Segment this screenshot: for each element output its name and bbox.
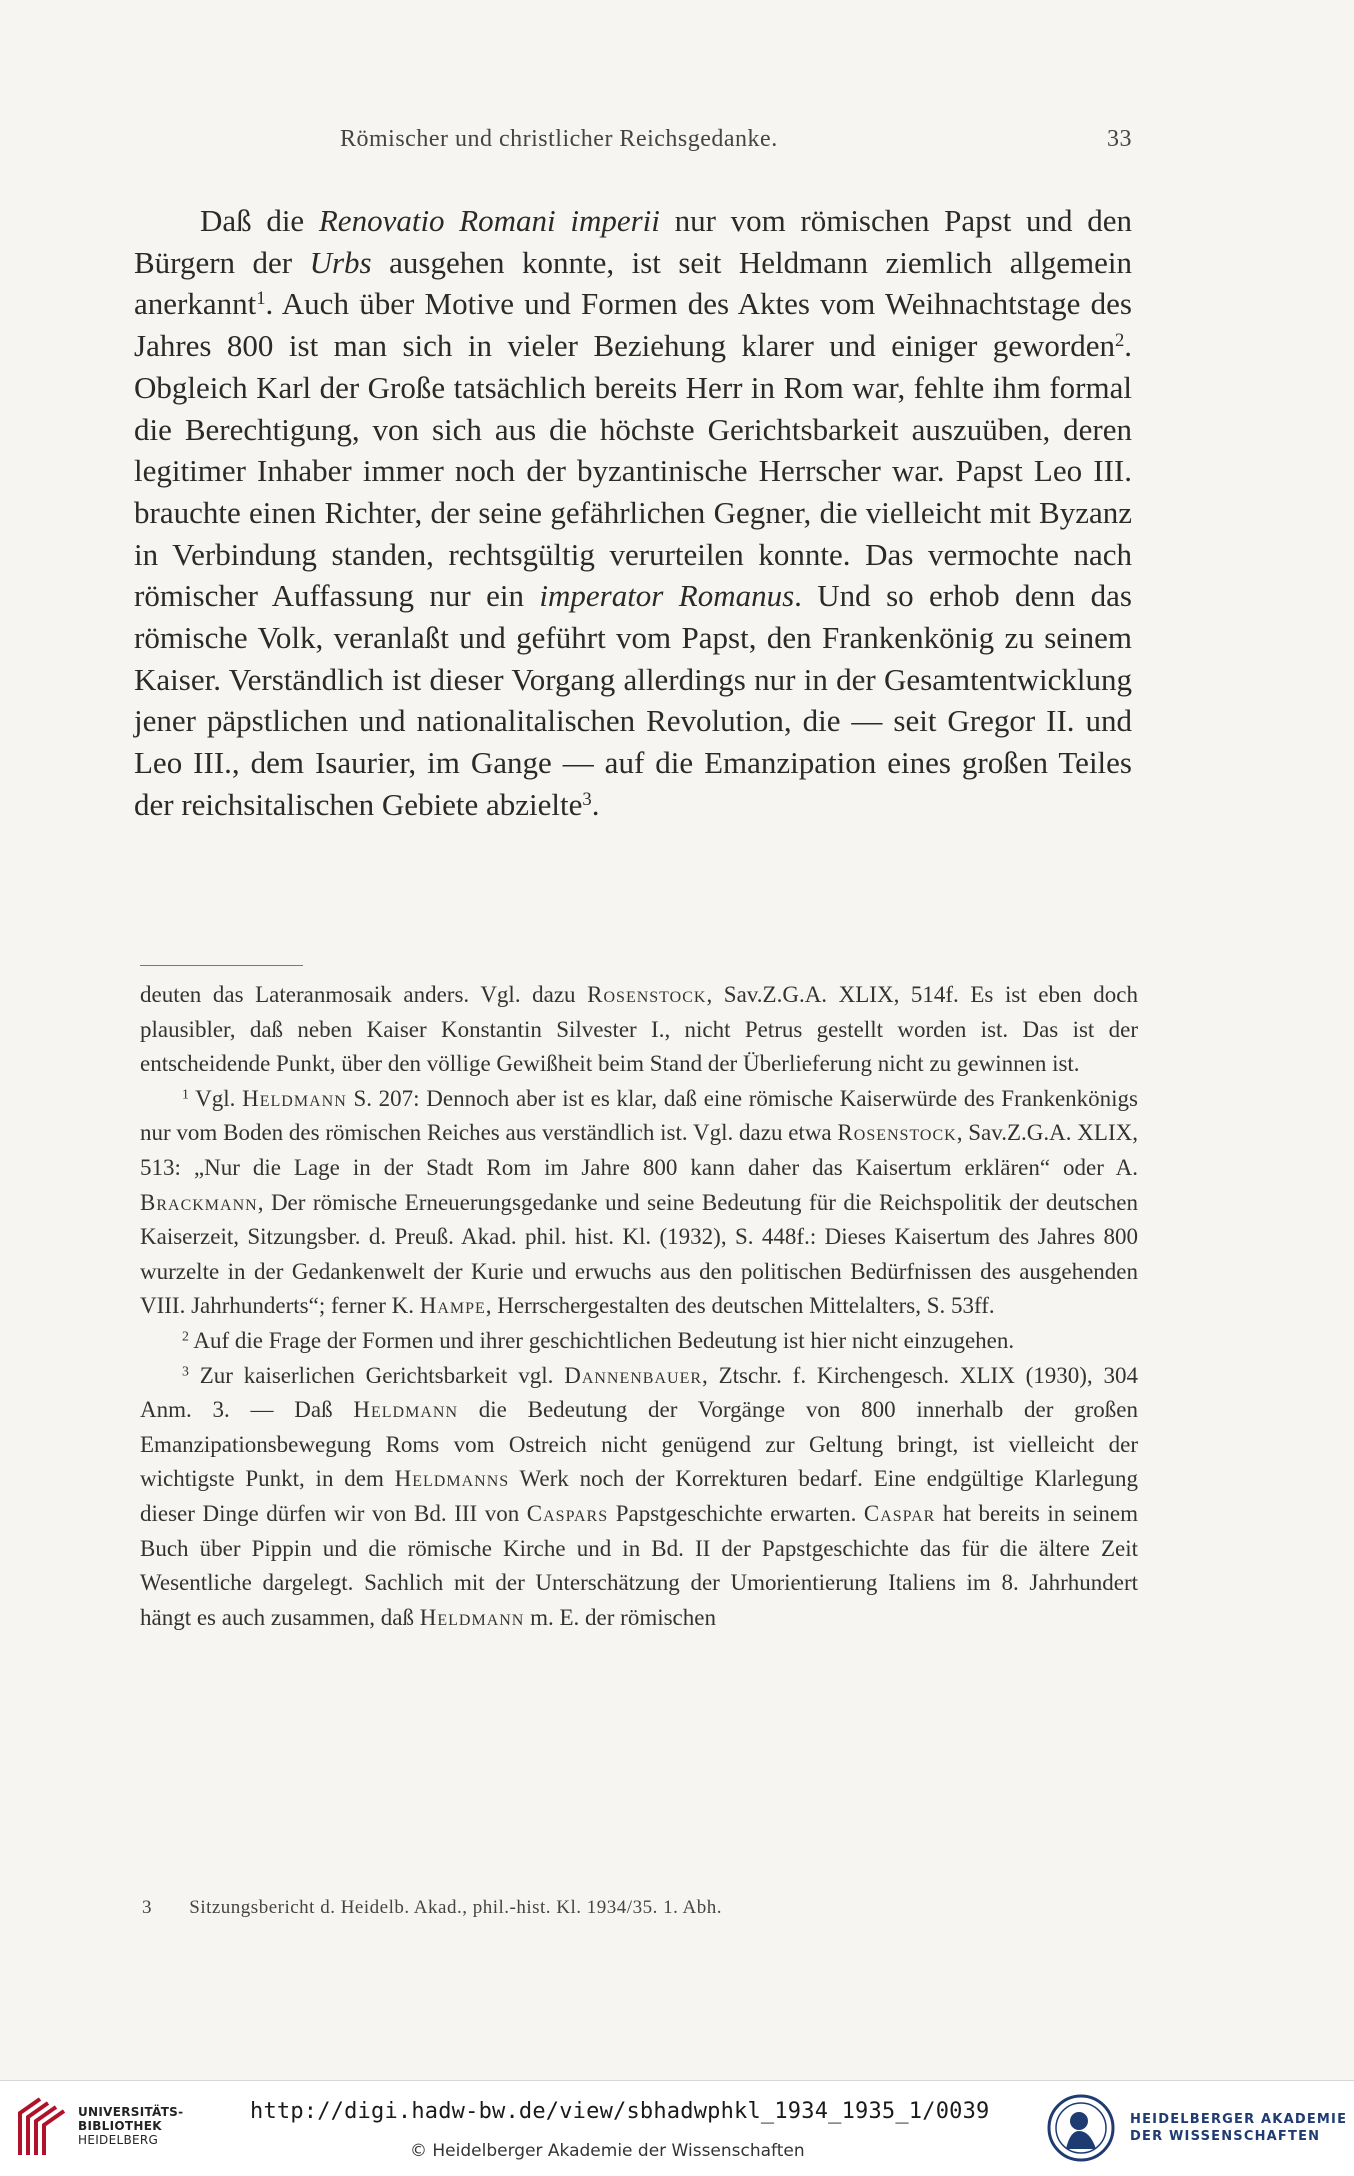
- footnote-2: $^2$ Auf die Frage der Formen und ihrer geschichtlichen Bedeutung ist hier nicht einzugehen.: [182, 1327, 1015, 1353]
- page-number: 33: [1107, 126, 1132, 152]
- running-title: Römischer und christlicher Reichsgedanke.: [340, 126, 778, 152]
- footnote-1: $^1$ Vgl. Heldmann S. 207: Dennoch aber ist es klar, daß eine römische Kaiserwürde des Frankenkönigs nur vom Boden des römischen Reiches aus verständlich ist. Vgl. dazu etwa Rosenstock, Sav.Z.G.A. XLIX, 513: „Nur die Lage in der Stadt Rom im Jahre 800 kann daher das Kaisertum erklären“ oder A. Brackmann, Der römische Erneuerungsgedanke und seine Bedeutung für die Reichspolitik der deutschen Kaiserzeit, Sitzungsber. d. Preuß. Akad. phil. hist. Kl. (1932), S. 448f.: Dieses Kaisertum des Jahres 800 wurzelte in der Gedankenwelt der Kurie und erwuchs aus den politischen Bedürfnissen des ausgehenden VIII. Jahrhunderts“; ferner K. Hampe, Herrschergestalten des deutschen Mittelalters, S. 53ff.: [140, 1085, 1138, 1319]
- footnote-separator: [140, 965, 303, 966]
- library-name: [78, 2105, 183, 2147]
- viewer-footer: [0, 2080, 1354, 2176]
- library-name-line: HEIDELBERG: [78, 2133, 159, 2147]
- signature-line: [142, 1897, 722, 1919]
- permalink-url[interactable]: http://digi.hadw-bw.de/view/sbhadwphkl_1934_1935_1/0039: [250, 2099, 990, 2124]
- footnote-3: $^3$ Zur kaiserlichen Gerichtsbarkeit vgl. Dannenbauer, Ztschr. f. Kirchengesch. XLIX (1930), 304 Anm. 3. — Daß Heldmann die Bedeutung der Vorgänge von 800 innerhalb der großen Emanzipationsbewegung Roms vom Ostreich nicht genügend zur Geltung bringt, ist vielleicht der wichtigste Punkt, in dem Heldmanns Werk noch der Korrekturen bedarf. Eine endgültige Klarlegung dieser Dinge dürfen wir von Bd. III von Caspars Papstgeschichte erwarten. Caspar hat bereits in seinem Buch über Pippin und die römische Kirche und in Bd. II der Papstgeschichte das für die ältere Zeit Wesentliche dargelegt. Sachlich mit der Unterschätzung der Umorientierung Italiens im 8. Jahrhundert hängt es auch zusammen, daß Heldmann m. E. der römischen: [140, 1362, 1138, 1630]
- academy-name: [1130, 2111, 1347, 2145]
- hadw-seal-logo-icon[interactable]: [1046, 2093, 1116, 2163]
- academy-name-line: DER WISSENSCHAFTEN: [1130, 2129, 1321, 2144]
- library-name-line: BIBLIOTHEK: [78, 2119, 162, 2133]
- signature-text: Sitzungsbericht d. Heidelb. Akad., phil.-hist. Kl. 1934/35. 1. Abh.: [189, 1897, 722, 1918]
- footnote-continuation: deuten das Lateranmosaik anders. Vgl. dazu Rosenstock, Sav.Z.G.A. XLIX, 514f. Es ist eben doch plausibler, daß neben Kaiser Konstantin Silvester I., nicht Petrus gestellt worden ist. Das ist der entscheidende Punkt, über den völlige Gewißheit beim Stand der Überlieferung nicht zu gewinnen ist.: [140, 982, 1138, 1077]
- signature-number: 3: [142, 1897, 152, 1918]
- main-text: [134, 200, 1132, 826]
- academy-name-line: HEIDELBERGER AKADEMIE: [1130, 2112, 1348, 2127]
- main-paragraph: Daß die Renovatio Romani imperii nur vom römischen Papst und den Bürgern der Urbs ausgehen konnte, ist seit Heldmann ziemlich allgemein anerkannt$^1$. Auch über Motive und Formen des Aktes vom Weihnachtstage des Jahres 800 ist man sich in vieler Beziehung klarer und einiger geworden$^2$. Obgleich Karl der Große tatsächlich bereits Herr in Rom war, fehlte ihm formal die Berechtigung, von sich aus die höchste Gerichtsbarkeit auszuüben, deren legitimer Inhaber immer noch der byzantinische Herrscher war. Papst Leo III. brauchte einen Richter, der seine gefährlichen Gegner, die vielleicht mit Byzanz in Verbindung standen, rechtsgültig verurteilen konnte. Das vermochte nach römischer Auffassung nur ein imperator Romanus. Und so erhob denn das römische Volk, veranlaßt und geführt vom Papst, den Frankenkönig zu seinem Kaiser. Verständlich ist dieser Vorgang allerdings nur in der Gesamtentwicklung jener päpstlichen und nationalitalischen Revolution, die — seit Gregor II. und Leo III., dem Isaurier, im Gange — auf die Emanzipation eines großen Teiles der reichsitalischen Gebiete abzielte$^3$.: [134, 203, 1132, 822]
- copyright-notice: © Heidelberger Akademie der Wissenschaften: [410, 2141, 805, 2161]
- footnotes: [140, 978, 1138, 1635]
- ub-heidelberg-logo-icon[interactable]: [14, 2095, 70, 2161]
- library-name-line: UNIVERSITÄTS-: [78, 2105, 184, 2119]
